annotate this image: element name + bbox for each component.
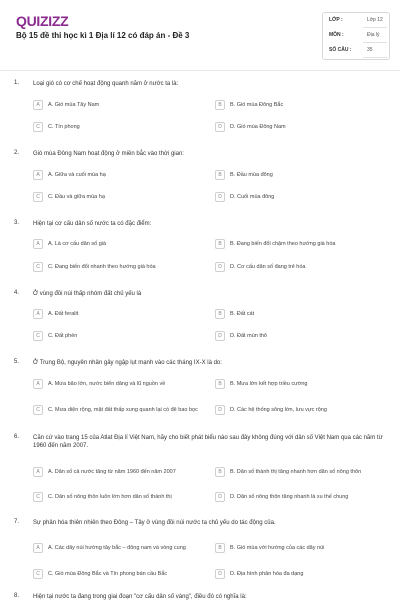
option-text: C. Mưa diện rộng, mặt đất thấp xung quanh lại có đê bao bọc (48, 406, 198, 413)
option-d[interactable] (215, 119, 385, 135)
option-letter: A (33, 467, 43, 477)
meta-label: MÔN : (329, 32, 344, 38)
option-letter: C (33, 122, 43, 132)
option-c[interactable] (33, 566, 203, 582)
option-c[interactable] (33, 489, 203, 505)
meta-row-class (329, 14, 391, 28)
option-d[interactable] (215, 402, 385, 418)
option-a[interactable] (33, 236, 203, 252)
option-b[interactable] (215, 97, 385, 113)
option-text: A. Giữa và cuối mùa hạ (48, 171, 106, 178)
question-number: 1. (14, 80, 20, 86)
option-text: C. Gió mùa Đông Bắc và Tín phong bán cầu Bắc (48, 570, 168, 577)
option-letter: C (33, 405, 43, 415)
meta-underline (363, 57, 387, 58)
option-a[interactable] (33, 306, 203, 322)
option-text: A. Gió mùa Tây Nam (48, 101, 100, 108)
option-text: B. Đất cát (230, 310, 255, 317)
option-letter: B (215, 100, 225, 110)
option-letter: B (215, 170, 225, 180)
meta-underline (363, 27, 387, 28)
option-b[interactable] (215, 376, 385, 392)
option-text: C. Tín phong (48, 123, 80, 130)
question-number: 3. (14, 220, 20, 226)
option-letter: A (33, 239, 43, 249)
option-d[interactable] (215, 489, 385, 505)
option-c[interactable] (33, 400, 203, 420)
option-text: D. Cơ cấu dân số đang trẻ hóa (230, 263, 306, 270)
worksheet-header (0, 0, 400, 70)
option-letter: A (33, 379, 43, 389)
question-text: Ở Trung Bộ, nguyên nhân gây ngập lụt mạnh vào các tháng IX-X là do: (33, 360, 222, 366)
option-letter: D (215, 331, 225, 341)
option-letter: D (215, 192, 225, 202)
option-a[interactable] (33, 97, 203, 113)
option-text: C. Đang biến đổi nhanh theo hướng già hóa (48, 263, 156, 270)
option-letter: B (215, 543, 225, 553)
option-letter: D (215, 122, 225, 132)
question-number: 8. (14, 593, 20, 599)
option-text: D. Các hệ thống sông lớn, lưu vực rộng (230, 406, 327, 413)
meta-label: LỚP : (329, 17, 343, 23)
option-c[interactable] (33, 259, 203, 275)
option-letter: A (33, 100, 43, 110)
question-text: Ở vùng đồi núi thấp nhóm đất chủ yếu là (33, 291, 142, 297)
option-letter: D (215, 569, 225, 579)
option-text: A. Các dãy núi hướng tây bắc – đông nam và vòng cung (48, 544, 186, 551)
meta-value: Lớp 12 (367, 17, 383, 23)
option-b[interactable] (215, 462, 385, 482)
page-title: Bộ 15 đề thi học kì 1 Địa lí 12 có đáp án - Đề 3 (16, 31, 190, 40)
option-b[interactable] (215, 167, 385, 183)
meta-value: 35 (367, 47, 373, 53)
option-text: D. Địa hình phân hóa đa dạng (230, 570, 304, 577)
option-a[interactable] (33, 167, 203, 183)
option-letter: A (33, 170, 43, 180)
option-text: B. Mưa lớn kết hợp triều cường (230, 380, 308, 387)
option-letter: C (33, 192, 43, 202)
option-text: D. Dân số nông thôn tăng nhanh là xu thế chung (230, 493, 349, 500)
option-letter: B (215, 467, 225, 477)
option-text: B. Gió mùa Đông Bắc (230, 101, 284, 108)
meta-row-count (329, 44, 391, 58)
option-d[interactable] (215, 328, 385, 344)
option-b[interactable] (215, 236, 385, 252)
option-text: A. Dân số cả nước tăng từ năm 1960 đến năm 2007 (48, 468, 176, 475)
header-divider (0, 70, 400, 71)
option-letter: B (215, 239, 225, 249)
meta-label: SỐ CÂU : (329, 47, 352, 53)
option-text: C. Đất phèn (48, 332, 78, 339)
option-d[interactable] (215, 566, 385, 582)
meta-box (322, 12, 390, 60)
option-letter: B (215, 379, 225, 389)
option-text: A. Là cơ cấu dân số già (48, 240, 107, 247)
meta-row-subject (329, 29, 391, 43)
meta-underline (363, 42, 387, 43)
question-text: Căn cứ vào trang 15 của Atlat Địa lí Việt Nam, hãy cho biết phát biểu nào sau đây không đúng với dân số Việt Nam qua các năm từ 1960 đến năm 2007. (33, 435, 383, 449)
question-text: Hiện tại nước ta đang trong giai đoạn "cơ cấu dân số vàng", điều đó có nghĩa là: (33, 594, 247, 600)
question-text: Loại gió có cơ chế hoạt động quanh năm ở nước ta là: (33, 81, 179, 87)
option-letter: C (33, 569, 43, 579)
question-text: Sự phân hóa thiên nhiên theo Đông – Tây ở vùng đồi núi nước ta chủ yếu do tác động của. (33, 520, 276, 526)
option-a[interactable] (33, 462, 203, 482)
option-text: A. Đất feralit (48, 310, 79, 317)
quizizz-logo: QUIZIZZ (16, 13, 69, 29)
question-number: 4. (14, 290, 20, 296)
option-letter: C (33, 262, 43, 272)
option-b[interactable] (215, 540, 385, 556)
option-text: B. Đang biến đổi chậm theo hướng già hóa (230, 240, 336, 247)
option-text: B. Dân số thành thị tăng nhanh hơn dân số nông thôn (230, 468, 362, 475)
option-text: C. Dân số nông thôn luôn lớn hơn dân số thành thị (48, 493, 172, 500)
option-b[interactable] (215, 306, 385, 322)
question-number: 6. (14, 434, 20, 440)
question-number: 5. (14, 359, 20, 365)
option-text: B. Gió mùa với hướng của các dãy núi (230, 544, 325, 551)
option-d[interactable] (215, 189, 385, 205)
meta-value: Địa lý (367, 32, 380, 38)
option-a[interactable] (33, 538, 203, 558)
question-text: Gió mùa Đông Nam hoạt động ở miền bắc vào thời gian: (33, 151, 184, 157)
option-c[interactable] (33, 189, 203, 205)
question-text: Hiện tại cơ cấu dân số nước ta có đặc điểm: (33, 221, 152, 227)
option-letter: C (33, 492, 43, 502)
option-text: C. Đầu và giữa mùa hạ (48, 193, 105, 200)
option-letter: D (215, 492, 225, 502)
option-text: A. Mưa bão lớn, nước biển dâng và lũ nguồn về (48, 380, 166, 387)
option-text: D. Đất mùn thô (230, 332, 267, 339)
option-c[interactable] (33, 119, 203, 135)
option-text: B. Đầu mùa đông (230, 171, 273, 178)
question-number: 7. (14, 519, 20, 525)
option-letter: C (33, 331, 43, 341)
option-d[interactable] (215, 259, 385, 275)
option-letter: D (215, 262, 225, 272)
option-a[interactable] (33, 376, 203, 392)
question-number: 2. (14, 150, 20, 156)
option-text: D. Gió mùa Đông Nam (230, 123, 286, 130)
option-letter: A (33, 543, 43, 553)
option-letter: B (215, 309, 225, 319)
option-c[interactable] (33, 328, 203, 344)
option-text: D. Cuối mùa đông (230, 193, 275, 200)
option-letter: D (215, 405, 225, 415)
option-letter: A (33, 309, 43, 319)
